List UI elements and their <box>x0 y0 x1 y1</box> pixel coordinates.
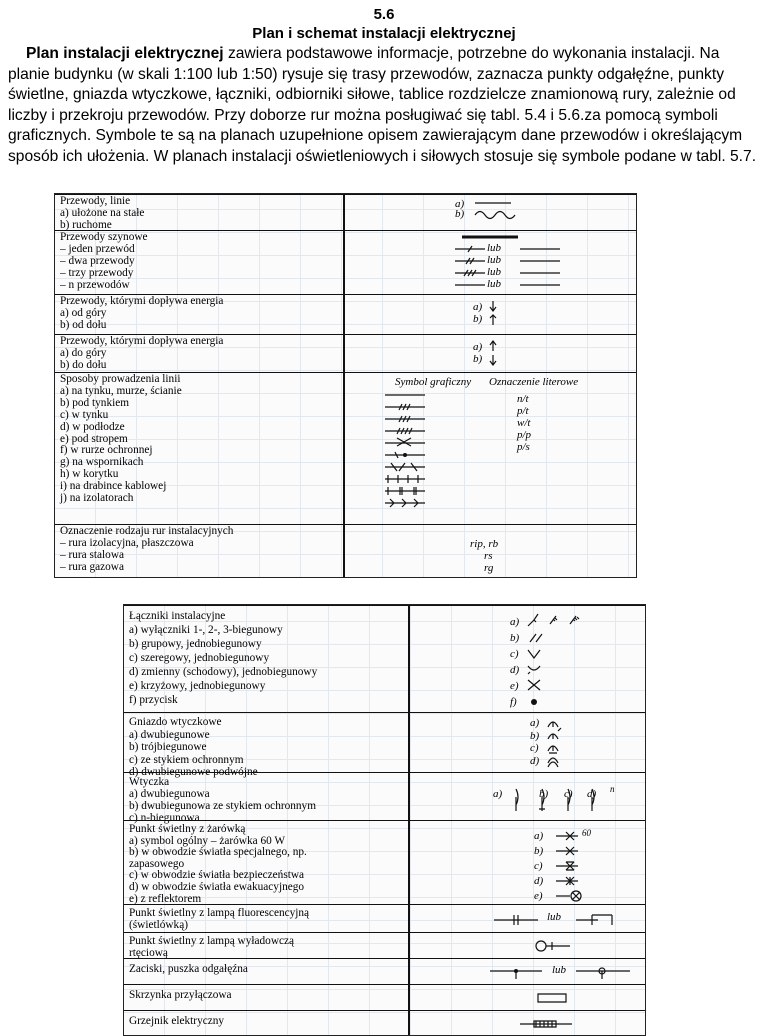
row-label-line: e) pod stropem <box>60 432 128 445</box>
row-label-line: e) z reflektorem <box>129 892 202 905</box>
row-label <box>129 990 232 1002</box>
lub-label: lub <box>552 964 567 976</box>
row-label-line: c) n-biegunowa <box>129 812 200 824</box>
table-row <box>124 1010 645 1036</box>
row-label-line: Punkt świetlny z żarówką <box>129 823 246 835</box>
table-row <box>124 932 645 959</box>
row-label-line: b) trójbiegunowe <box>129 741 207 753</box>
mark: a) <box>510 616 520 628</box>
mark: d) <box>534 875 544 887</box>
row-label-line: b) od dołu <box>60 318 107 331</box>
row-label <box>129 716 258 779</box>
mark: e) <box>534 890 543 902</box>
row-label-line: a) symbol ogólny – żarówka 60 W <box>129 834 286 847</box>
row-label-line: j) na izolatorach <box>60 492 134 505</box>
row-label-line: h) w korytku <box>60 468 119 481</box>
symbol-table-devices <box>123 604 646 1036</box>
row-label-line: Łączniki instalacyjne <box>129 610 226 622</box>
pipe-codes <box>470 538 498 574</box>
intro-lead: Plan instalacji elektrycznej <box>26 45 224 62</box>
row-label-line: Przewody, którymi dopływa energia <box>60 335 224 347</box>
row-label-line: Grzejnik elektryczny <box>129 1015 225 1027</box>
mark: c) <box>530 742 539 754</box>
supply-arrow-symbols <box>489 301 499 327</box>
mark: d) <box>530 754 540 767</box>
row-label-line: d) w obwodzie światła ewakuacyjnego <box>129 880 305 893</box>
row-label-line: c) ze stykiem ochronnym <box>129 753 244 766</box>
row-label-line: – dwa przewody <box>60 254 135 267</box>
row-label-line: Gniazdo wtyczkowe <box>129 716 222 728</box>
mark: b) <box>510 632 520 644</box>
row-label-line: d) zmienny (schodowy), jednobiegunowy <box>129 666 318 678</box>
mark: c) <box>510 648 519 660</box>
row-label-line: – rura gazowa <box>60 560 124 573</box>
row-label-line: Skrzynka przyłączowa <box>129 989 232 1001</box>
mark: a) <box>493 788 503 800</box>
mark: b) <box>539 788 549 800</box>
pipe-code: rg <box>484 562 494 574</box>
lub-label: lub <box>487 278 502 290</box>
row-label <box>60 526 233 574</box>
row-label-line: b) pod tynkiem <box>60 396 130 409</box>
row-label-line: g) na wspornikach <box>60 456 144 469</box>
table-row <box>124 904 645 933</box>
mark-a: a) <box>455 198 465 210</box>
line-symbols <box>475 203 535 223</box>
row-label <box>129 776 316 824</box>
row-label-line: – trzy przewody <box>60 266 134 279</box>
table-row <box>55 334 636 373</box>
row-label-line: Zaciski, puszka odgałęźna <box>129 963 248 975</box>
mark: d) <box>587 788 597 800</box>
row-label-line: b) dwubiegunowa ze stykiem ochronnym <box>129 800 316 812</box>
symbol-column-header: Symbol graficzny <box>395 376 472 388</box>
symbol-table-lines <box>54 193 637 578</box>
mark-b: b) <box>473 313 483 325</box>
mark: a) <box>534 830 544 842</box>
mark: b) <box>530 729 540 742</box>
row-label-line: Przewody szynowe <box>60 231 148 243</box>
table-row <box>55 372 636 525</box>
mark-b: b) <box>473 353 483 365</box>
row-label-line: a) na tynku, murze, ścianie <box>60 384 182 397</box>
lamp-symbols <box>556 829 596 905</box>
socket-marks <box>530 717 539 767</box>
letter-code: w/t <box>517 417 531 429</box>
row-label-line: a) wyłączniki 1-, 2-, 3-biegunowy <box>129 624 283 636</box>
lub-label: lub <box>487 242 502 254</box>
pipe-code: rip, rb <box>470 538 499 550</box>
row-label-line: Sposoby prowadzenia linii <box>60 373 181 385</box>
letter-code: p/t <box>517 405 529 417</box>
row-label-line: b) ruchome <box>60 218 112 231</box>
table-row <box>124 820 645 905</box>
lub-label: lub <box>487 266 502 278</box>
mark-a: a) <box>473 301 483 313</box>
service-box-symbol <box>536 992 576 1004</box>
lamp-marks <box>534 829 543 904</box>
letter-codes <box>517 393 531 453</box>
switch-marks <box>510 614 519 710</box>
row-label-line: – rura izolacyjna, płaszczowa <box>60 536 194 549</box>
row-label <box>129 824 307 905</box>
row-label-line: d) dwubiegunowe podwójne <box>129 766 258 778</box>
row-label <box>60 336 223 372</box>
letter-code: n/t <box>517 393 529 405</box>
row-label-line: a) dwubiegunowa <box>129 788 210 800</box>
section-number: 5.6 <box>373 6 395 23</box>
socket-symbols <box>546 717 566 771</box>
row-label-line: Wtyczka <box>129 776 170 788</box>
letter-code: p/p <box>517 429 532 441</box>
row-label <box>60 196 144 232</box>
row-label-line: c) szeregowy, jednobiegunowy <box>129 652 270 664</box>
intro-paragraph <box>8 44 760 167</box>
row-label-line: a) do góry <box>60 346 107 359</box>
routing-symbols <box>385 391 465 526</box>
busbar-symbols <box>450 235 560 295</box>
table-row <box>55 230 636 295</box>
row-label-line: zapasowego <box>129 857 185 870</box>
table-row <box>124 984 645 1011</box>
row-label-line: a) dwubiegunowe <box>129 728 210 741</box>
table-row <box>124 772 645 824</box>
row-label-line: c) w obwodzie światła bezpieczeństwa <box>129 869 305 882</box>
row-label-line: b) grupowy, jednobiegunowy <box>129 638 262 650</box>
intro-body: zawiera podstawowe informacje, potrzebne do wykonania instalacji. Na planie budynku (w skali 1:100 lub 1:50) rysuje się trasy przewodów, zaznacza punkty odgałęźne, punkty świetlne, gniazda wtyczkowe, łączniki, odbiorniki siłowe, tablice rozdzielcze znamionową rury, zależnie od liczby i przekroju przewodów. Przy doborze rur można posługiwać się tabl. 5.4 i 5.6.za pomocą symboli graficznych. Symbole te są na planach uzupełnione opisem zawierającym dane przewodów i określającym sposób ich ułożenia. W planach instalacji oświetleniowych i siłowych stosuje się symbole podane w tabl. 5.7. <box>8 45 757 165</box>
row-label <box>129 609 317 707</box>
row-label <box>60 232 148 292</box>
row-label <box>60 296 223 332</box>
table-row <box>124 605 645 713</box>
row-label-line: i) na drabince kablowej <box>60 480 167 493</box>
row-label <box>129 964 248 976</box>
lub-label: lub <box>487 254 502 266</box>
row-label-line: Punkt świetlny z lampą wyładowczą <box>129 935 295 947</box>
plug-symbols <box>512 785 612 815</box>
row-label-line: (świetlówką) <box>129 918 188 931</box>
mark: a) <box>530 717 540 729</box>
lub-label: lub <box>547 911 562 923</box>
table-row <box>55 194 636 231</box>
mark: f) <box>510 696 517 708</box>
row-label-line: a) ułożone na stałe <box>60 206 145 219</box>
table-row <box>55 524 636 578</box>
row-label-line: Oznaczenie rodzaju rur instalacyjnych <box>60 525 234 537</box>
row-label-line: f) przycisk <box>129 694 178 706</box>
row-label-line: e) krzyżowy, jednobiegunowy <box>129 680 266 692</box>
lamp-power: 60 <box>582 828 591 838</box>
table-row <box>55 294 636 335</box>
mercury-lamp-symbol <box>534 939 574 953</box>
mark: c) <box>564 788 573 800</box>
row-label-line: Przewody, którymi dopływa energia <box>60 295 224 307</box>
mark-a: a) <box>473 341 483 353</box>
row-label-line: – jeden przewód <box>60 242 135 255</box>
row-label-line: – n przewodów <box>60 278 130 291</box>
section-title: Plan i schemat instalacji elektrycznej <box>252 25 516 42</box>
row-label <box>129 1016 224 1028</box>
row-label <box>60 374 182 505</box>
row-label-line: d) w podłodze <box>60 420 125 433</box>
mark-b: b) <box>455 208 465 220</box>
letter-column-header: Oznaczenie literowe <box>489 376 579 388</box>
row-label-line: f) w rurze ochronnej <box>60 444 153 457</box>
table-row <box>124 958 645 985</box>
mark: e) <box>510 680 519 692</box>
row-label-line: b) w obwodzie światła specjalnego, np. <box>129 846 307 859</box>
heater-symbol <box>520 1019 580 1029</box>
row-label-line: Przewody, linie <box>60 195 131 207</box>
row-label-line: b) do dołu <box>60 358 107 371</box>
letter-code: p/s <box>517 441 530 453</box>
switch-symbols <box>526 612 596 712</box>
row-label-line: rtęciową <box>129 946 168 959</box>
n-mark: n <box>610 784 615 794</box>
mark: c) <box>534 860 543 872</box>
pipe-code: rs <box>484 550 493 562</box>
mark: b) <box>534 845 544 857</box>
table-row <box>124 712 645 778</box>
row-label <box>129 908 309 931</box>
row-label-line: a) od góry <box>60 306 107 319</box>
mark: d) <box>510 664 520 676</box>
outflow-arrow-symbols <box>489 341 499 367</box>
row-label-line: – rura stalowa <box>60 548 124 561</box>
row-label <box>129 936 294 959</box>
row-label-line: Punkt świetlny z lampą fluorescencyjną <box>129 907 310 919</box>
row-label-line: c) w tynku <box>60 408 109 421</box>
